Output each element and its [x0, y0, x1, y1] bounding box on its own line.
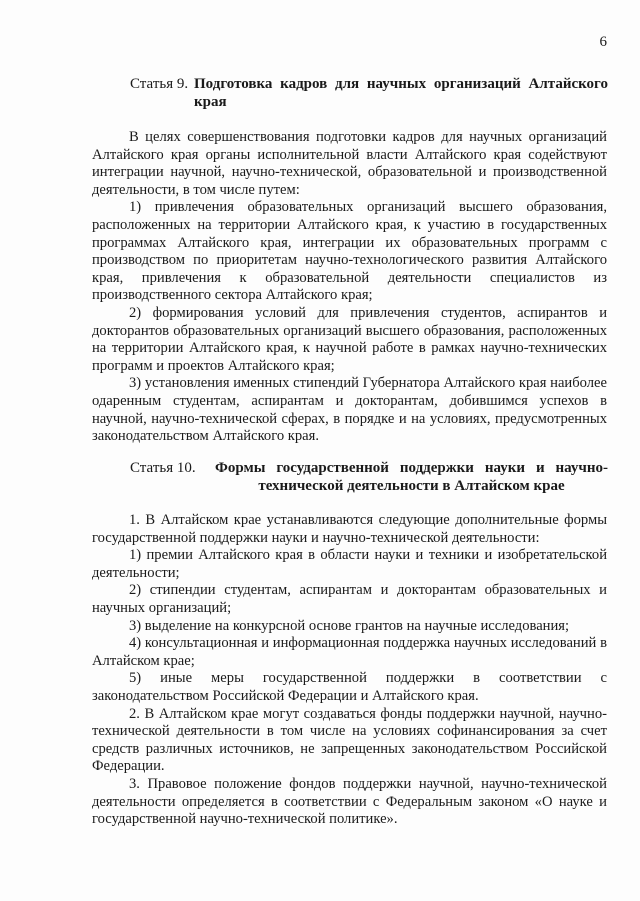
page-number: 6 — [599, 34, 607, 50]
article-9-number: Статья 9. — [130, 76, 189, 92]
paragraph: 1) премии Алтайского края в области науки и техники и изобретательской деятельности; — [92, 547, 607, 581]
paragraph: 1. В Алтайском крае устанавливаются следующие дополнительные формы государственной поддержки науки и научно-технической деятельности: — [92, 512, 607, 546]
article-10-title: Формы государственной поддержки науки и научно-технической деятельности в Алтайском крае — [215, 460, 608, 494]
article-10-number: Статья 10. — [130, 460, 196, 476]
article-10-body — [92, 512, 607, 829]
paragraph: 1) привлечения образовательных организаций высшего образования, расположенных на территории Алтайского края, к участию в государственных программах Алтайского края, интеграции их образовательных программ с производством по приоритетам научно-технологического развития Алтайского края, привлечения к образовательной деятельности специалистов из производственного сектора Алтайского края; — [92, 199, 607, 304]
paragraph: В целях совершенствования подготовки кадров для научных организаций Алтайского края органы исполнительной власти Алтайского края содействуют интеграции научной, научно-технической, образовательной и производственной деятельности, в том числе путем: — [92, 129, 607, 198]
paragraph: 2) стипендии студентам, аспирантам и докторантам образовательных и научных организаций; — [92, 582, 607, 616]
paragraph: 3. Правовое положение фондов поддержки научной, научно-технической деятельности определяется в соответствии с Федеральным законом «О науке и государственной научно-технической политике». — [92, 775, 607, 828]
article-9-heading — [130, 75, 608, 111]
article-9-title: Подготовка кадров для научных организаций Алтайского края — [194, 76, 608, 110]
article-10-heading — [130, 459, 608, 495]
paragraph: 3) выделение на конкурсной основе грантов на научные исследования; — [129, 617, 570, 634]
paragraph: 3) установления именных стипендий Губернатора Алтайского края наиболее одаренным студентам, аспирантам и докторантам, добившимся успехов в научной, научно-технической сферах, в порядке и на условиях, предусмотренных законодательством Алтайского края. — [92, 375, 607, 445]
paragraph: 2) формирования условий для привлечения студентов, аспирантов и докторантов образовательных организаций высшего образования, расположенных на территории Алтайского края, к научной работе в рамках научно-технических программ и проектов Алтайского края; — [92, 304, 607, 374]
paragraph: 4) консультационная и информационная поддержка научных исследований в Алтайском крае; — [92, 635, 607, 669]
paragraph: 5) иные меры государственной поддержки в соответствии с законодательством Российской Федерации и Алтайского края. — [92, 670, 607, 704]
paragraph: 2. В Алтайском крае могут создаваться фонды поддержки научной, научно-технической деятельности в том числе на условиях софинансирования за счет средств различных источников, не запрещенных законодательством Российской Федерации. — [92, 705, 607, 775]
article-9-body — [92, 129, 607, 446]
